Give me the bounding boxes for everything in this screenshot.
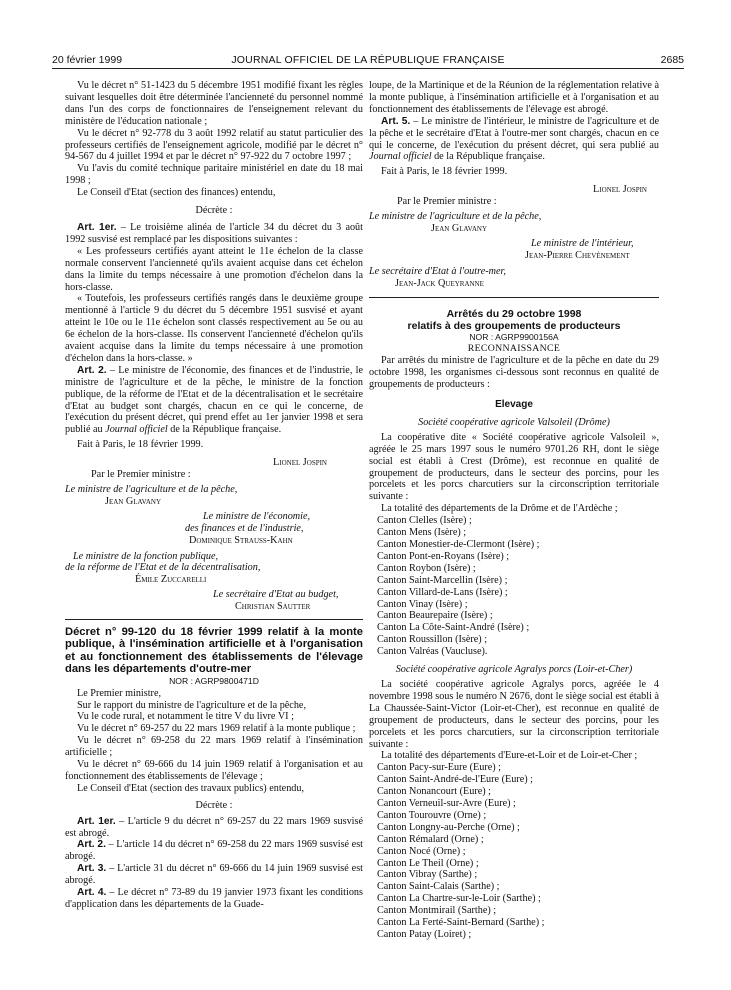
article-label: Art. 5. xyxy=(381,115,411,127)
paragraph: Le Premier ministre, xyxy=(77,687,162,699)
paragraph: Vu le décret n° 92-778 du 3 août 1992 relatif au statut particulier des professeurs certifiés de l'enseignement agricole, modifié par le décret n° 94-567 du 4 juillet 1994 et par le décret n° 97-922 du 7 octobre 1997 ; xyxy=(65,127,363,163)
fait-a-paris: Fait à Paris, le 18 février 1999. xyxy=(381,166,508,178)
signature-jospin: Lionel Jospin xyxy=(593,184,647,196)
canton-item: Canton Vinay (Isère) ; xyxy=(377,598,468,610)
article-label: Art. 1er. xyxy=(77,221,117,233)
article-label: Art. 4. xyxy=(77,887,107,899)
paragraph: La société coopérative agricole Agralys porcs, agréée le 4 novembre 1998 sous le numéro N 2676, dont le siège social est établi à La Chaussée-Saint-Victor (Loir-et-Cher), est reconnue en qualité de groupement de producteurs, dans le secteur des porcins, pour les porcelets et les porcs charcutiers, sur la circonscription territoriale suivante : xyxy=(369,678,659,750)
article-text: – Le troisième alinéa de l'article 34 du décret du 3 août 1992 susvisé est remplacé par les dispositions suivantes : xyxy=(65,221,363,245)
article-text: – Le ministre de l'intérieur, le ministre de l'agriculture et de la pêche et le secrétaire d'Etat à l'outre-mer sont chargés, chacun en ce qui le concerne, de l'exécution du présent décret, qui sera publié au xyxy=(369,115,660,151)
section-divider xyxy=(369,297,659,298)
fait-a-paris: Fait à Paris, le 18 février 1999. xyxy=(77,439,204,451)
paragraph: Le Conseil d'Etat (section des finances) entendu, xyxy=(77,187,276,199)
paragraph: Par arrêtés du ministre de l'agriculture et de la pêche en date du 29 octobre 1998, les organismes ci-dessous sont reconnus en qualité de groupements de producteurs : xyxy=(369,355,659,391)
paragraph: Vu l'avis du comité technique paritaire ministériel en date du 18 mai 1998 ; xyxy=(65,163,363,187)
canton-item: Canton Vibray (Sarthe) ; xyxy=(377,869,478,881)
canton-item: Canton Valréas (Vaucluse). xyxy=(377,646,488,658)
canton-item: Canton Tourouvre (Orne) ; xyxy=(377,809,487,821)
canton-item: Canton Verneuil-sur-Avre (Eure) ; xyxy=(377,798,516,810)
header-journal: JOURNAL OFFICIEL DE LA RÉPUBLIQUE FRANÇAISE xyxy=(231,54,505,66)
article-text: – Le décret n° 73-89 du 19 janvier 1973 fixant les conditions d'application dans les départements de la Guade- xyxy=(65,887,363,910)
decrete-heading: Décrète : xyxy=(195,205,233,217)
minister-title: Le ministre de la fonction publique, xyxy=(73,550,219,562)
article-text: – L'article 14 du décret n° 69-258 du 22 mars 1969 susvisé est abrogé. xyxy=(65,839,363,863)
header-date: 20 février 1999 xyxy=(52,54,123,66)
canton-list xyxy=(369,515,659,658)
paragraph: Vu le décret n° 51-1423 du 5 décembre 1951 modifié fixant les règles suivant lesquelles doit être déterminée l'ancienneté du personnel nommé dans l'un des corps de fonctionnaires de l'enseignement relevant du ministère de l'éducation nationale ; xyxy=(65,80,363,127)
section-divider xyxy=(65,619,363,620)
canton-item: Canton Mens (Isère) ; xyxy=(377,527,467,539)
minister-title: des finances et de l'industrie, xyxy=(185,522,304,534)
canton-item: Canton Le Theil (Orne) ; xyxy=(377,857,479,869)
quote-paragraph: « Les professeurs certifiés ayant atteint le 11e échelon de la classe normale conservent l'ancienneté qu'ils avaient acquise dans cet échelon dans la limite du temps nécessaire à une promotion d'échelon dans la hors-classe. xyxy=(65,245,363,293)
decrete-heading: Décrète : xyxy=(195,799,233,811)
canton-item: Canton Patay (Loiret) ; xyxy=(377,929,472,940)
article-label: Art. 3. xyxy=(77,863,107,875)
minister-title: de la réforme de l'Etat et de la décentralisation, xyxy=(65,562,261,574)
article-text: – L'article 31 du décret n° 69-666 du 14 juin 1969 susvisé est abrogé. xyxy=(65,863,363,887)
journal-officiel-text: Journal officiel xyxy=(369,151,432,163)
canton-item: Canton Pacy-sur-Eure (Eure) ; xyxy=(377,762,501,774)
article-text-end: de la République française. xyxy=(167,424,282,436)
paragraph: Vu le code rural, et notamment le titre V du livre VI ; xyxy=(77,711,294,723)
circonscription: La totalité des départements d'Eure-et-Loir et de Loir-et-Cher ; xyxy=(381,750,638,762)
canton-item: Canton La Ferté-Saint-Bernard (Sarthe) ; xyxy=(377,917,545,929)
nor-reference: NOR : AGRP9800471D xyxy=(169,675,259,686)
arretes-subtitle: relatifs à des groupements de producteurs xyxy=(407,319,621,332)
article-3 xyxy=(65,863,363,887)
journal-officiel-text: Journal officiel xyxy=(105,424,168,436)
article-label: Art. 2. xyxy=(77,839,106,851)
signature-chevenement: Jean-Pierre Chevènement xyxy=(525,249,630,261)
canton-item: Canton Saint-Marcellin (Isère) ; xyxy=(377,574,508,586)
article-label: Art. 1er. xyxy=(77,815,116,827)
article-1 xyxy=(65,816,363,840)
par-premier-ministre: Par le Premier ministre : xyxy=(397,196,497,208)
minister-title: Le ministre de l'agriculture et de la pêche, xyxy=(369,211,542,223)
article-1 xyxy=(65,222,363,246)
paragraph: Vu le décret n° 69-257 du 22 mars 1969 relatif à la monte publique ; xyxy=(77,723,356,735)
canton-item: Canton Montmirail (Sarthe) ; xyxy=(377,905,497,917)
canton-item: Canton La Chartre-sur-le-Loir (Sarthe) ; xyxy=(377,893,541,905)
canton-item: Canton La Côte-Saint-André (Isère) ; xyxy=(377,622,530,634)
page-header xyxy=(52,54,684,68)
canton-item: Canton Roussillon (Isère) ; xyxy=(377,634,488,646)
article-5 xyxy=(369,116,659,164)
canton-item: Canton Beaurepaire (Isère) ; xyxy=(377,610,493,622)
cooperative-heading: Société coopérative agricole Agralys porcs (Loir-et-Cher) xyxy=(395,664,633,676)
paragraph: Sur le rapport du ministre de l'agriculture et de la pêche, xyxy=(77,699,306,711)
nor-reference: NOR : AGRP9900156A xyxy=(469,331,559,342)
canton-list xyxy=(369,762,659,941)
canton-item: Canton Clelles (Isère) ; xyxy=(377,515,472,527)
signature-strauss-kahn: Dominique Strauss-Kahn xyxy=(189,534,293,546)
canton-item: Canton Longny-au-Perche (Orne) ; xyxy=(377,821,520,833)
paragraph: Vu le décret n° 69-258 du 22 mars 1969 relatif à l'insémination artificielle ; xyxy=(65,735,363,759)
minister-title: Le ministre de l'agriculture et de la pêche, xyxy=(65,484,238,495)
signature-glavany: Jean Glavany xyxy=(431,222,488,234)
cooperative-heading: Société coopérative agricole Valsoleil (Drôme) xyxy=(418,416,610,428)
left-column xyxy=(65,80,363,911)
minister-title: Le secrétaire d'Etat à l'outre-mer, xyxy=(369,265,506,277)
right-column xyxy=(369,80,659,941)
canton-item: Canton Roybon (Isère) ; xyxy=(377,562,476,574)
canton-item: Canton Villard-de-Lans (Isère) ; xyxy=(377,586,508,598)
signature-zuccarelli: Émile Zuccarelli xyxy=(135,574,207,586)
article-text-end: de la République française. xyxy=(431,151,545,163)
header-rule xyxy=(52,68,684,69)
article-text: – Le ministre de l'économie, des finances et de l'industrie, le ministre de l'agriculture et de la pêche, le ministre de la fonction publique, de la réforme de l'Etat et de la décentralisation et le secrétaire d'Etat au budget sont chargés, chacun en ce qui le concerne, de l'exécution du présent décret, qui prend effet au 1er janvier 1998 et sera publié au xyxy=(65,364,363,436)
article-label: Art. 2. xyxy=(77,364,107,376)
paragraph: Le Conseil d'Etat (section des travaux publics) entendu, xyxy=(77,782,305,794)
signature-sautter: Christian Sautter xyxy=(235,601,311,613)
paragraph: Vu le décret n° 69-666 du 14 juin 1969 relatif à l'organisation et au fonctionnement des établissements de l'élevage ; xyxy=(65,759,363,782)
quote-paragraph: « Toutefois, les professeurs certifiés rangés dans le deuxième groupe mentionné à l'article 9 du décret du 5 décembre 1951 susvisé et ayant atteint le 10e ou le 11e échelon sont classés respectivement au 5e ou au 6e échelon de la hors-classe. Ils conservent l'ancienneté d'échelon qu'ils avaient acquise dans la limite du temps nécessaire à une promotion d'échelon dans la hors-classe. » xyxy=(65,293,363,364)
minister-title: Le ministre de l'intérieur, xyxy=(531,237,634,249)
article-4 xyxy=(65,887,363,911)
decree-title: Décret n° 99-120 du 18 février 1999 relatif à la monte publique, à l'insémination artificielle et à l'organisation et au fonctionnement des établissements de l'élevage dans les départements d'outre-mer xyxy=(65,626,363,676)
canton-item: Canton Saint-Calais (Sarthe) ; xyxy=(377,881,500,893)
paragraph: loupe, de la Martinique et de la Réunion de la réglementation relative à la monte publique, à l'insémination artificielle et à l'organisation et au fonctionnement des établissements de l'élevage est abrogé. xyxy=(369,80,659,115)
article-2 xyxy=(65,839,363,863)
canton-item: Canton Nonancourt (Eure) ; xyxy=(377,786,492,798)
arretes-title: Arrêtés du 29 octobre 1998 xyxy=(446,307,582,320)
minister-title: Le secrétaire d'Etat au budget, xyxy=(213,589,339,601)
signature-glavany: Jean Glavany xyxy=(105,495,162,507)
paragraph: La coopérative dite « Société coopérative agricole Valsoleil », agréée le 25 mars 1997 sous le numéro 9701.26 RH, dont le siège social est établi à Crest (Drôme), est reconnue en qualité de groupement de producteurs, dans le secteur des porcins, pour les porcelets et les porcs charcutiers sur la circonscription territoriale suivante : xyxy=(369,431,659,503)
elevage-heading: Elevage xyxy=(495,399,533,411)
signature-jospin: Lionel Jospin xyxy=(273,457,327,469)
circonscription: La totalité des départements de la Drôme et de l'Ardèche ; xyxy=(381,503,618,515)
section-heading: RECONNAISSANCE xyxy=(467,343,561,355)
article-text: – L'article 9 du décret n° 69-257 du 22 mars 1969 susvisé est abrogé. xyxy=(65,815,363,839)
signature-queyranne: Jean-Jack Queyranne xyxy=(395,277,484,289)
canton-item: Canton Monestier-de-Clermont (Isère) ; xyxy=(377,539,540,550)
canton-item: Canton Rémalard (Orne) ; xyxy=(377,833,484,845)
header-page-number: 2685 xyxy=(660,54,684,66)
minister-title: Le ministre de l'économie, xyxy=(203,510,311,522)
canton-item: Canton Nocé (Orne) ; xyxy=(377,845,466,857)
par-premier-ministre: Par le Premier ministre : xyxy=(91,469,191,481)
canton-item: Canton Pont-en-Royans (Isère) ; xyxy=(377,550,510,562)
article-2 xyxy=(65,365,363,436)
canton-item: Canton Saint-André-de-l'Eure (Eure) ; xyxy=(377,774,534,786)
